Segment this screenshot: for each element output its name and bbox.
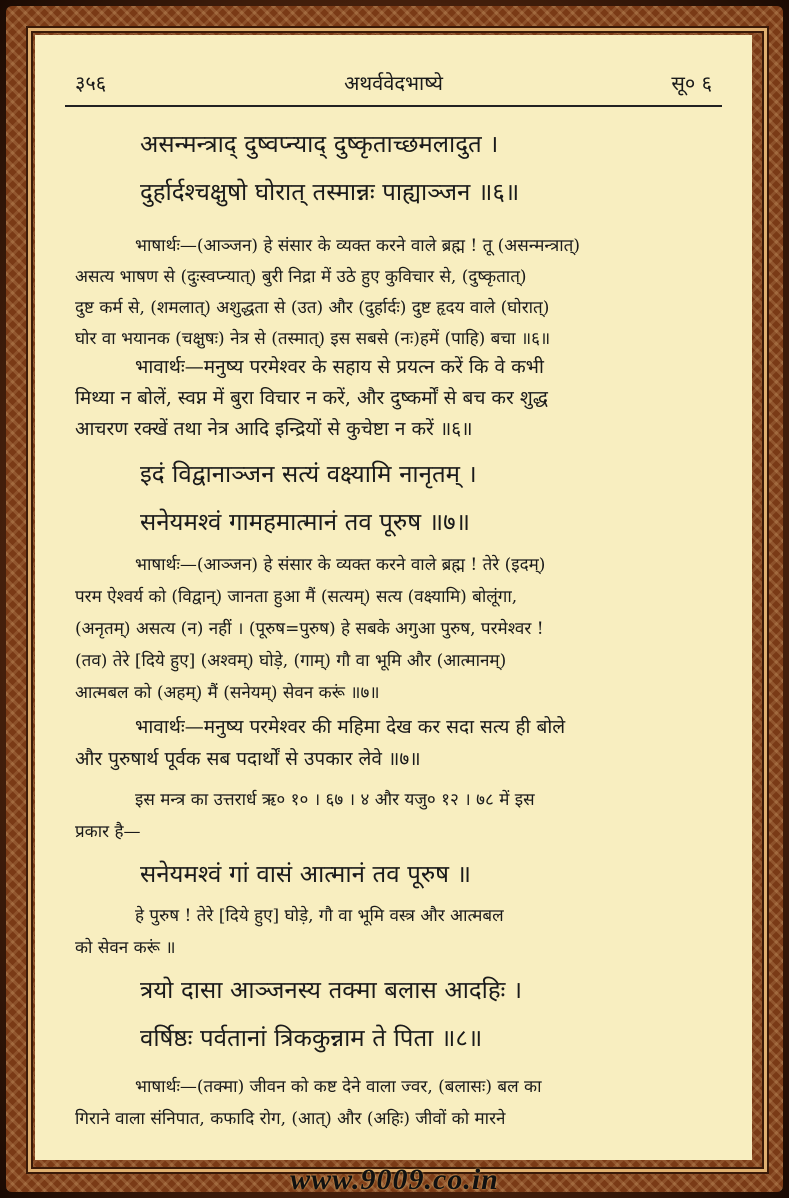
text-line: (तव) तेरे [दिये हुए] (अश्वम्) घोड़े, (गाम्) गौ वा भूमि और (आत्मानम्): [75, 651, 507, 671]
verse-line: वर्षिष्ठः पर्वतानां त्रिककुन्नाम ते पिता ॥८॥: [140, 1024, 483, 1052]
verse-line: इदं विद्वानाञ्जन सत्यं वक्ष्यामि नानृतम् ।: [140, 460, 477, 488]
text-line: असत्य भाषण से (दुःस्वप्न्यात्) बुरी निद्रा में उठे हुए कुविचार से, (दुष्कृतात्): [75, 267, 527, 287]
site-url: www.9009.co.in: [290, 1163, 499, 1196]
header-rule: [65, 105, 722, 107]
verse-line: असन्मन्त्राद् दुष्वप्न्याद् दुष्कृताच्छमलादुत ।: [140, 130, 499, 158]
book-title: अथर्ववेदभाष्ये: [344, 71, 443, 95]
text-line: दुष्ट कर्म से, (शमलात्) अशुद्धता से (उत) और (दुर्हार्दः) दुष्ट हृदय वाले (घोरात्): [75, 298, 550, 318]
text-line: भावार्थः—मनुष्य परमेश्वर के सहाय से प्रयत्न करें कि वे कभी: [135, 356, 544, 378]
text-line: भाषार्थः—(तक्मा) जीवन को कष्ट देने वाला ज्वर, (बलासः) बल का: [135, 1077, 542, 1097]
verse-line: दुर्हार्दश्चक्षुषो घोरात् तस्मान्नः पाह्याञ्जन ॥६॥: [140, 178, 520, 206]
text-line: को सेवन करूं ॥: [75, 938, 176, 958]
text-line: हे पुरुष ! तेरे [दिये हुए] घोड़े, गौ वा भूमि वस्त्र और आत्मबल: [135, 906, 504, 926]
text-line: और पुरुषार्थ पूर्वक सब पदार्थों से उपकार लेवे ॥७॥: [75, 748, 421, 770]
text-line: आत्मबल को (अहम्) मैं (सनेयम्) सेवन करूं ॥७॥: [75, 683, 380, 703]
verse-line: सनेयमश्वं गां वासं आत्मानं तव पूरुष ॥: [140, 860, 472, 888]
text-line: इस मन्त्र का उत्तरार्ध ऋ० १० । ६७ । ४ और यजु० १२ । ७८ में इस: [135, 790, 535, 810]
text-line: प्रकार है—: [75, 822, 141, 842]
verse-line: सनेयमश्वं गामहमात्मानं तव पूरुष ॥७॥: [140, 508, 471, 536]
text-line: मिथ्या न बोलें, स्वप्न में बुरा विचार न करें, और दुष्कर्मों से बच कर शुद्ध: [75, 387, 548, 409]
text-line: भावार्थः—मनुष्य परमेश्वर की महिमा देख कर सदा सत्य ही बोले: [135, 716, 566, 738]
sukta-number: सू० ६: [671, 71, 712, 95]
page-header: [75, 69, 712, 99]
page-number: ३५६: [75, 71, 107, 95]
text-line: आचरण रक्खें तथा नेत्र आदि इन्द्रियों से कुचेष्टा न करें ॥६॥: [75, 418, 473, 440]
text-line: परम ऐश्वर्य को (विद्वान्) जानता हुआ मैं (सत्यम्) सत्य (वक्ष्यामि) बोलूंगा,: [75, 587, 518, 607]
verse-line: त्रयो दासा आञ्जनस्य तक्मा बलास आदहिः ।: [140, 976, 523, 1004]
scripture-page: [35, 35, 752, 1160]
text-line: (अनृतम्) असत्य (न) नहीं । (पूरुष=पुरुष) हे सबके अगुआ पुरुष, परमेश्वर !: [75, 619, 544, 639]
text-line: गिराने वाला संनिपात, कफादि रोग, (आत्) और (अहिः) जीवों को मारने: [75, 1109, 506, 1129]
text-line: घोर वा भयानक (चक्षुषः) नेत्र से (तस्मात्) इस सबसे (नः)हमें (पाहि) बचा ॥६॥: [75, 329, 551, 349]
text-line: भाषार्थः—(आञ्जन) हे संसार के व्यक्त करने वाले ब्रह्म ! तू (असन्मन्त्रात्): [135, 236, 580, 256]
text-line: भाषार्थः—(आञ्जन) हे संसार के व्यक्त करने वाले ब्रह्म ! तेरे (इदम्): [135, 555, 546, 575]
